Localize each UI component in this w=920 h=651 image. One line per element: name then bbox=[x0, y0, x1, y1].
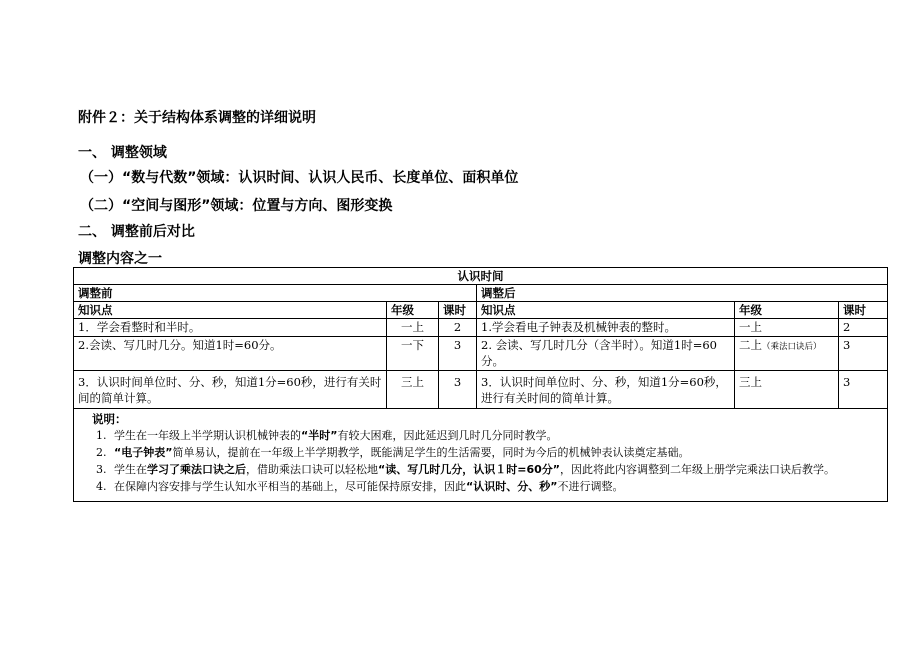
after-grade-value: 三上 bbox=[739, 375, 762, 389]
note-emphasis: “半时” bbox=[301, 429, 338, 442]
notes-list bbox=[78, 427, 883, 495]
after-grade bbox=[735, 319, 839, 337]
note-item bbox=[78, 444, 883, 461]
note-number: 4. bbox=[96, 480, 107, 493]
comparison-table bbox=[73, 267, 888, 502]
after-point: 1.学会看电子钟表及机械钟表的整时。 bbox=[477, 319, 735, 337]
table-caption: 认识时间 bbox=[74, 268, 888, 285]
before-point: 1．学会看整时和半时。 bbox=[74, 319, 387, 337]
after-point: 3．认识时间单位时、分、秒，知道1分=60秒，进行有关时间的简单计算。 bbox=[477, 371, 735, 409]
domain-item-1: （一）“数与代数”领域：认识时间、认识人民币、长度单位、面积单位 bbox=[80, 170, 519, 186]
after-label: 调整后 bbox=[477, 285, 888, 302]
note-text: 有较大困难，因此延迟到几时几分同时教学。 bbox=[337, 429, 558, 442]
note-text: 学生在一年级上半学期认识机械钟表的 bbox=[114, 429, 301, 442]
note-number: 2. bbox=[96, 446, 107, 459]
note-number: 3. bbox=[96, 463, 107, 476]
notes-cell bbox=[74, 409, 888, 502]
document-title: 附件２：关于结构体系调整的详细说明 bbox=[78, 110, 316, 126]
after-grade bbox=[735, 371, 839, 409]
after-hours: 3 bbox=[839, 337, 888, 371]
note-emphasis: “电子钟表” bbox=[114, 446, 173, 459]
note-text: ，借助乘法口诀可以轻松地 bbox=[246, 463, 378, 476]
before-grade: 一上 bbox=[387, 319, 439, 337]
before-label: 调整前 bbox=[74, 285, 477, 302]
column-header: 年级 bbox=[735, 302, 839, 319]
note-number: 1. bbox=[96, 429, 107, 442]
note-text: ，因此将此内容调整到二年级上册学完乘法口诀后教学。 bbox=[559, 463, 835, 476]
before-hours: 3 bbox=[439, 337, 477, 371]
table-row bbox=[74, 337, 888, 371]
note-emphasis: “认识时、分、秒” bbox=[466, 480, 558, 493]
after-grade-value: 一上 bbox=[739, 320, 762, 334]
notes-label: 说明： bbox=[92, 412, 127, 426]
table-row bbox=[74, 371, 888, 409]
column-header: 知识点 bbox=[477, 302, 735, 319]
note-item bbox=[78, 427, 883, 444]
before-grade: 三上 bbox=[387, 371, 439, 409]
table-row bbox=[74, 319, 888, 337]
column-header: 年级 bbox=[387, 302, 439, 319]
column-header: 课时 bbox=[839, 302, 888, 319]
note-emphasis: “读、写几时几分，认识１时=60分” bbox=[378, 463, 560, 476]
before-point: 2.会读、写几时几分。知道1时=60分。 bbox=[74, 337, 387, 371]
note-text: 在保障内容安排与学生认知水平相当的基础上，尽可能保持原安排，因此 bbox=[114, 480, 466, 493]
column-header: 知识点 bbox=[74, 302, 387, 319]
after-hours: 2 bbox=[839, 319, 888, 337]
after-hours: 3 bbox=[839, 371, 888, 409]
after-point: 2. 会读、写几时几分（含半时）。知道1时=60分。 bbox=[477, 337, 735, 371]
note-emphasis: 学习了乘法口诀之后 bbox=[147, 463, 246, 476]
section-heading-1: 一、 调整领域 bbox=[78, 145, 167, 161]
domain-item-2: （二）“空间与图形”领域：位置与方向、图形变换 bbox=[80, 198, 393, 214]
after-grade-value: 二上 bbox=[739, 338, 762, 352]
column-header: 课时 bbox=[439, 302, 477, 319]
subsection-title: 调整内容之一 bbox=[78, 251, 162, 267]
notes-row bbox=[74, 409, 888, 502]
note-text: 不进行调整。 bbox=[557, 480, 624, 493]
note-item bbox=[78, 478, 883, 495]
section-heading-2: 二、 调整前后对比 bbox=[78, 224, 195, 240]
note-text: 学生在 bbox=[114, 463, 147, 476]
note-item bbox=[78, 461, 883, 478]
before-hours: 2 bbox=[439, 319, 477, 337]
note-text: 简单易认，提前在一年级上半学期教学，既能满足学生的生活需要，同时为今后的机械钟表认读奠定基础。 bbox=[172, 446, 690, 459]
before-grade: 一下 bbox=[387, 337, 439, 371]
after-grade-note: （乘法口诀后） bbox=[762, 342, 822, 352]
before-point: 3．认识时间单位时、分、秒，知道1分=60秒，进行有关时间的简单计算。 bbox=[74, 371, 387, 409]
before-hours: 3 bbox=[439, 371, 477, 409]
after-grade bbox=[735, 337, 839, 371]
